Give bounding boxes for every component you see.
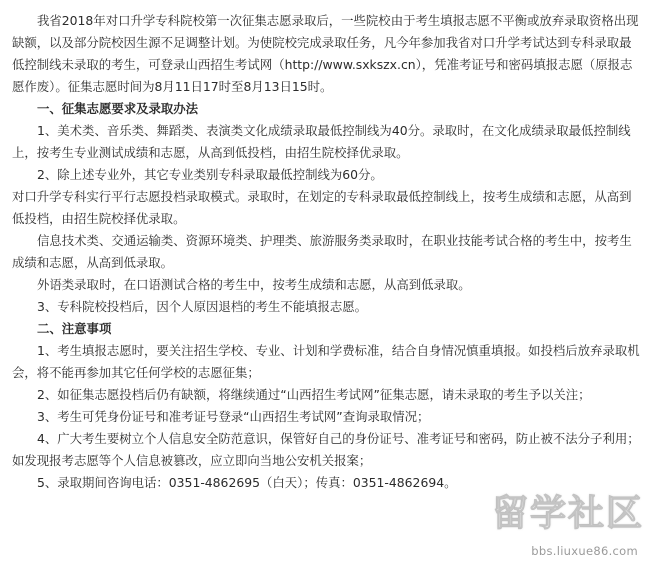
section-heading-admission: 一、征集志愿要求及录取办法 [37,101,199,116]
paragraph-other-categories: 2、除上述专业外，其它专业类别专科录取最低控制线为60分。 [37,167,383,182]
paragraph-parallel-mode: 对口升学专科实行平行志愿投档录取模式。录取时，在划定的专科录取最低控制线上，按考生成绩和志愿，从高到低投档，由招生院校择优录取。 [12,189,632,226]
note-item-4: 4、广大考生要树立个人信息安全防范意识，保管好自己的身份证号、准考证号和密码，防止被不法分子利用；如发现报考志愿等个人信息被篡改，应立即向当地公安机关报案； [12,431,640,468]
note-item-2: 2、如征集志愿投档后仍有缺额，将继续通过“山西招生考试网”征集志愿，请未录取的考生予以关注； [37,387,591,402]
watermark-logo: 留学社区 [491,493,644,534]
paragraph-withdrawal-rule: 3、专科院校投档后，因个人原因退档的考生不能填报志愿。 [37,299,368,314]
note-item-5: 5、录取期间咨询电话：0351-4862695（白天）；传真：0351-4862694。 [37,475,457,490]
watermark-url: bbs.liuxue86.com [531,544,638,558]
intro-paragraph: 我省2018年对口升学专科院校第一次征集志愿录取后，一些院校由于考生填报志愿不平衡或放弃录取资格出现缺额，以及部分院校因生源不足调整计划。为使院校完成录取任务，凡今年参加我省对口升学考试达到专科录取最低控制线未录取的考生，可登录山西招生考试网（http://www.sxkszx.cn），凭准考证号和密码填报志愿（原报志愿作废）。征集志愿时间为8月11日17时至8月13日15时。 [12,13,639,94]
note-item-1: 1、考生填报志愿时，要关注招生学校、专业、计划和学费标准，结合自身情况慎重填报。如投档后放弃录取机会，将不能再参加其它任何学校的志愿征集； [12,343,640,380]
paragraph-art-categories: 1、美术类、音乐类、舞蹈类、表演类文化成绩录取最低控制线为40分。录取时，在文化成绩录取最低控制线上，按考生专业测试成绩和志愿，从高到低投档，由招生院校择优录取。 [12,123,631,160]
paragraph-skill-categories: 信息技术类、交通运输类、资源环境类、护理类、旅游服务类录取时，在职业技能考试合格的考生中，按考生成绩和志愿，从高到低录取。 [12,233,632,270]
paragraph-foreign-language: 外语类录取时，在口语测试合格的考生中，按考生成绩和志愿，从高到低录取。 [37,277,471,292]
section-heading-notes: 二、注意事项 [37,321,112,336]
note-item-3: 3、考生可凭身份证号和准考证号登录“山西招生考试网”查询录取情况； [37,409,430,424]
article-body [12,10,642,494]
site-watermark [484,494,644,558]
